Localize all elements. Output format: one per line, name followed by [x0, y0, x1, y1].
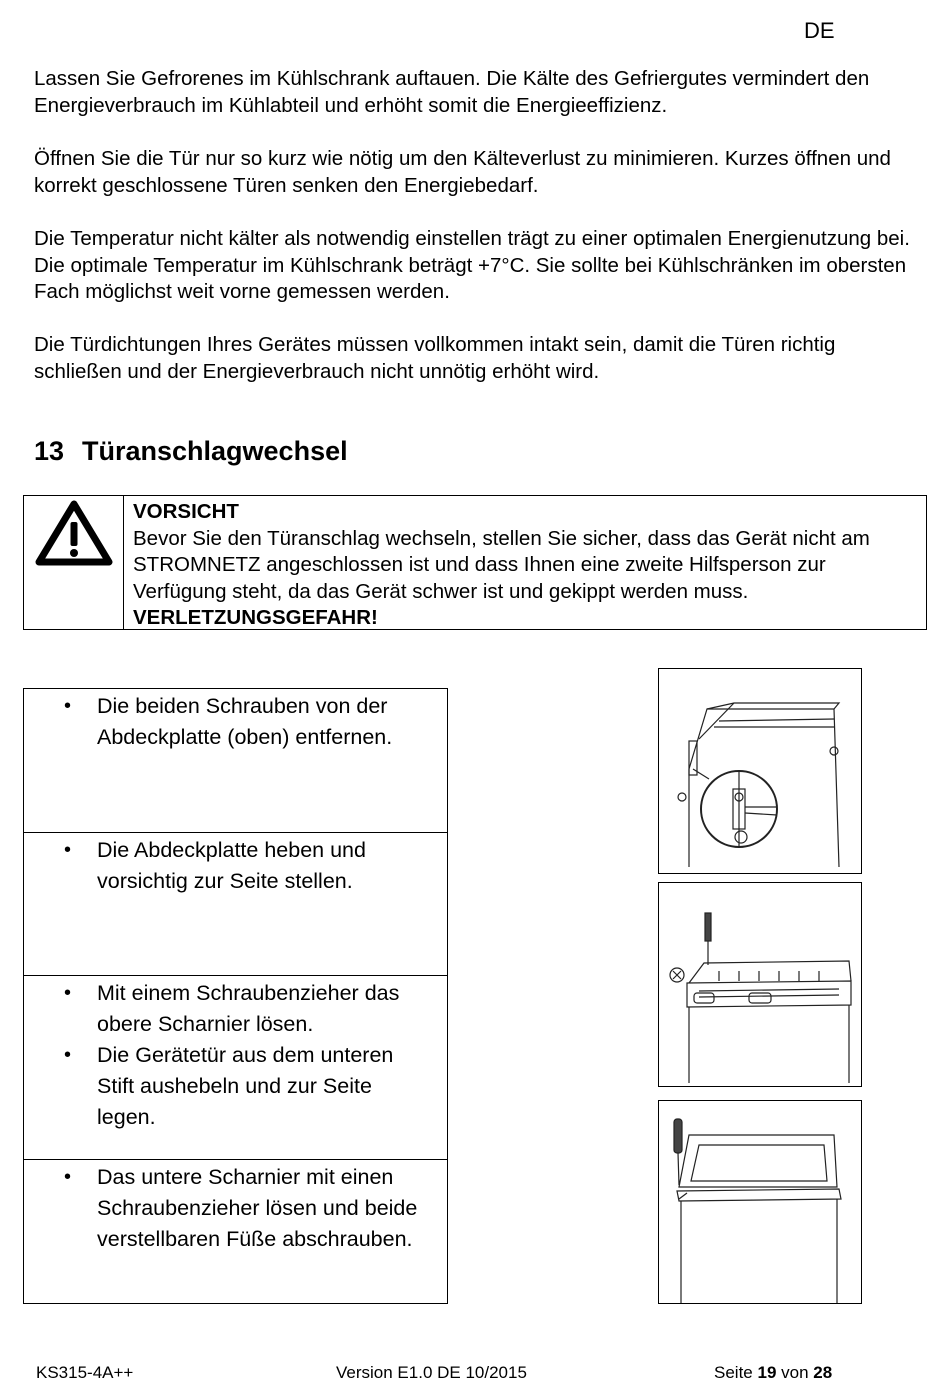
section-heading: [34, 436, 348, 467]
lift-cover-drawing: [659, 883, 861, 1086]
warning-title: VORSICHT: [133, 500, 239, 523]
list-item: • Die Gerätetür aus dem unteren Stift aushebeln und zur Seite legen.: [24, 1040, 447, 1133]
warning-body: [133, 526, 913, 632]
step-remove-screws: [24, 689, 447, 832]
warning-text-block: [133, 499, 913, 632]
list-item: • Die beiden Schrauben von der Abdeckplatte (oben) entfernen.: [24, 691, 447, 753]
door-removed-drawing: [659, 1101, 861, 1303]
footer-page-prefix: Seite: [714, 1363, 758, 1382]
steps-table: [23, 688, 448, 1304]
warning-triangle-icon: [34, 498, 114, 568]
footer-model: KS315-4A++: [36, 1363, 134, 1382]
paragraph-thawing: Lassen Sie Gefrorenes im Kühlschrank auftauen. Die Kälte des Gefriergutes vermindert den Energieverbrauch im Kühlabteil und erhöht somit die Energieeffizienz.: [34, 67, 870, 117]
paragraph-door-seals: Die Türdichtungen Ihres Gerätes müssen vollkommen intakt sein, damit die Türen richtig schließen und der Energieverbrauch nicht unnötig erhöht wird.: [34, 333, 836, 383]
list-item: • Mit einem Schraubenzieher das obere Scharnier lösen.: [24, 978, 447, 1040]
illustration-cover-plate: [658, 668, 862, 874]
warning-emphasis: VERLETZUNGSGEFAHR!: [133, 606, 378, 629]
cover-plate-drawing: [659, 669, 861, 873]
step-remove-door: [24, 975, 447, 1159]
list-item: • Die Abdeckplatte heben und vorsichtig zur Seite stellen.: [24, 835, 447, 897]
warning-box: [23, 495, 927, 630]
paragraph-temperature: Die Temperatur nicht kälter als notwendig einstellen trägt zu einer optimalen Energienutzung bei. Die optimale Temperatur im Kühlschrank beträgt +7°C. Sie sollte bei Kühlschränken im obersten Fach möglichst weit vorne gemessen werden.: [34, 227, 910, 303]
footer-version: Version E1.0 DE 10/2015: [336, 1363, 527, 1382]
list-item: • Das untere Scharnier mit einen Schraubenzieher lösen und beide verstellbaren Füße abschrauben.: [24, 1162, 447, 1255]
illustration-lift-cover: [658, 882, 862, 1087]
warning-text: Bevor Sie den Türanschlag wechseln, stellen Sie sicher, dass das Gerät nicht am STROMNETZ angeschlossen ist und dass Ihnen eine zweite Hilfsperson zur Verfügung steht, da das Gerät schwer ist und gekippt werden muss.: [133, 526, 870, 603]
section-title: Türanschlagwechsel: [82, 436, 348, 466]
warning-icon-cell: [24, 496, 124, 629]
footer-page-current: 19: [757, 1363, 777, 1382]
language-label: DE: [804, 18, 835, 43]
section-number: 13: [34, 436, 65, 466]
illustration-door-removed: [658, 1100, 862, 1304]
step-lift-cover: [24, 832, 447, 975]
step-lower-hinge: [24, 1159, 447, 1303]
footer-page-total: 28: [813, 1363, 833, 1382]
paragraph-door-opening: Öffnen Sie die Tür nur so kurz wie nötig um den Kälteverlust zu minimieren. Kurzes öffnen und korrekt geschlossene Türen senken den Energiebedarf.: [34, 147, 891, 197]
footer-page-number: [714, 1363, 832, 1383]
footer-page-sep: von: [776, 1363, 814, 1382]
